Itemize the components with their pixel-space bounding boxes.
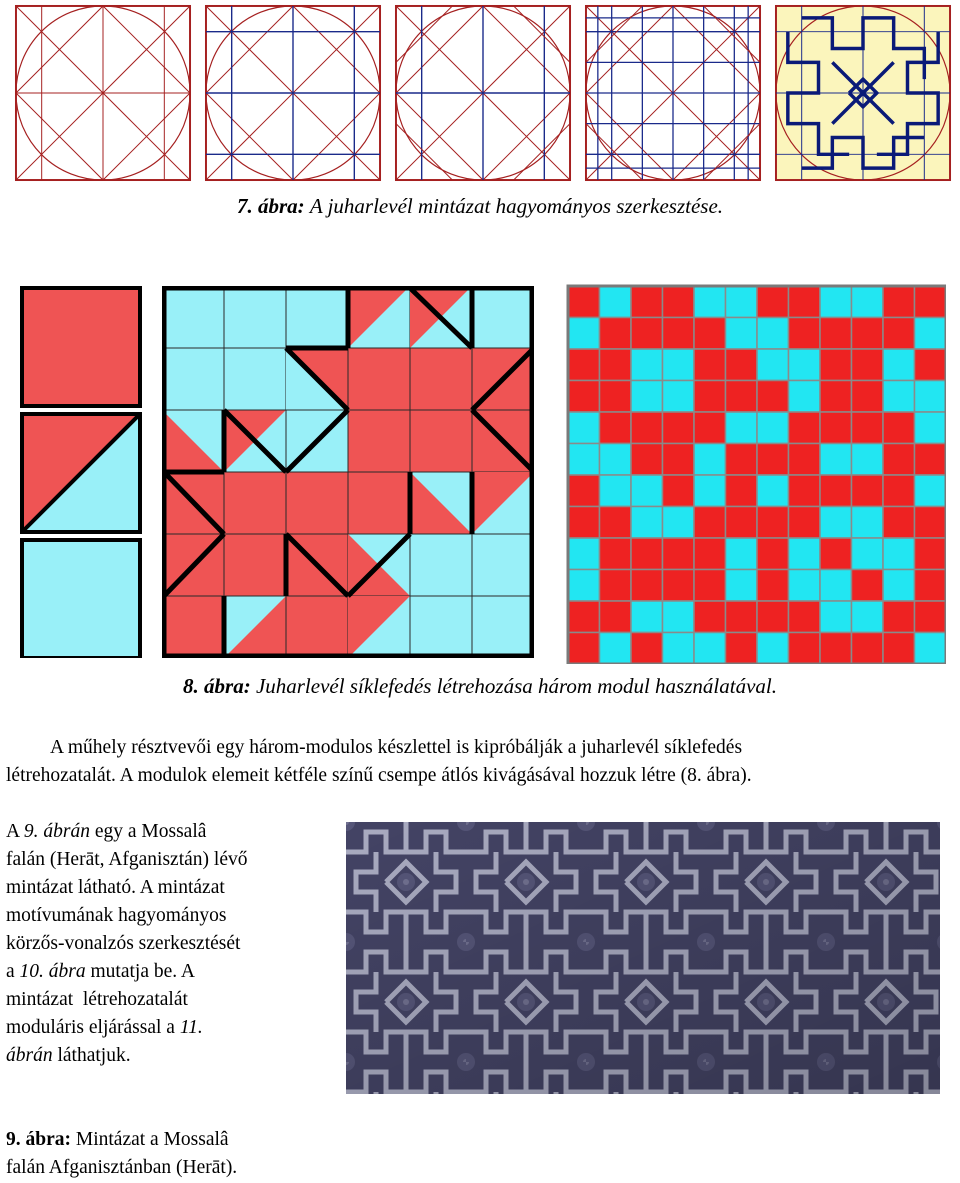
tiling-cell bbox=[883, 412, 915, 444]
tiling-cell bbox=[663, 538, 695, 570]
tiling-cell bbox=[852, 412, 884, 444]
tiling-cell bbox=[883, 318, 915, 350]
tiling-cell bbox=[757, 507, 789, 539]
tiling-cell bbox=[820, 633, 852, 665]
maple-leaf-tile bbox=[162, 286, 534, 658]
figure-ref-10: 10. ábra bbox=[19, 961, 86, 982]
tiling-cell bbox=[883, 570, 915, 602]
tiling-cell bbox=[694, 570, 726, 602]
tiling-cell bbox=[789, 570, 821, 602]
tiling-cell bbox=[789, 286, 821, 318]
tiling-cell bbox=[568, 570, 600, 602]
figure-7-caption bbox=[0, 194, 960, 218]
tiling-cell bbox=[883, 601, 915, 633]
tiling-cell bbox=[600, 507, 632, 539]
tiling-cell bbox=[663, 507, 695, 539]
tiling-cell bbox=[757, 349, 789, 381]
para2-text: a bbox=[6, 961, 20, 982]
tiling-cell bbox=[883, 475, 915, 507]
paragraph-1 bbox=[6, 734, 946, 790]
tiling-cell bbox=[726, 475, 758, 507]
tiling-cell bbox=[820, 538, 852, 570]
tiling-cell bbox=[568, 412, 600, 444]
tile-cell bbox=[286, 286, 348, 348]
module-set bbox=[20, 286, 144, 658]
tile-cell bbox=[286, 596, 348, 658]
tiling-cell bbox=[820, 475, 852, 507]
paragraph-1-line-2: létrehozatalát. A modulok elemeit kétféle színű csempe átlós kivágásával hozzuk létre (8. ábra). bbox=[6, 765, 752, 786]
tiling-cell bbox=[600, 633, 632, 665]
tiling-cell bbox=[852, 475, 884, 507]
paragraph-2 bbox=[6, 818, 331, 1070]
tiling-cell bbox=[757, 444, 789, 476]
tiling-cell bbox=[757, 570, 789, 602]
tiling-cell bbox=[915, 349, 947, 381]
figure-ref-11: 11. bbox=[179, 1017, 203, 1038]
tiling-cell bbox=[915, 381, 947, 413]
tiling-cell bbox=[820, 507, 852, 539]
tile-cell bbox=[472, 596, 534, 658]
tiling-cell bbox=[694, 349, 726, 381]
maple-leaf-tiling bbox=[566, 284, 946, 664]
tiling-cell bbox=[852, 570, 884, 602]
tiling-cell bbox=[726, 349, 758, 381]
tiling-cell bbox=[600, 412, 632, 444]
tiling-cell bbox=[789, 601, 821, 633]
tiling-cell bbox=[915, 412, 947, 444]
tiling-cell bbox=[600, 318, 632, 350]
tiling-cell bbox=[568, 381, 600, 413]
tiling-cell bbox=[631, 475, 663, 507]
tiling-cell bbox=[789, 381, 821, 413]
mosque-wall-photo bbox=[346, 822, 940, 1094]
tiling-cell bbox=[820, 570, 852, 602]
para2-text: moduláris eljárással a bbox=[6, 1017, 180, 1038]
tiling-cell bbox=[694, 381, 726, 413]
tile-cell bbox=[348, 348, 410, 410]
tiling-cell bbox=[883, 349, 915, 381]
tiling-cell bbox=[726, 570, 758, 602]
tiling-cell bbox=[663, 570, 695, 602]
tile-cell bbox=[410, 534, 472, 596]
tiling-cell bbox=[631, 633, 663, 665]
tiling-cell bbox=[915, 570, 947, 602]
tiling-cell bbox=[631, 538, 663, 570]
tiling-cell bbox=[852, 318, 884, 350]
tiling-cell bbox=[631, 601, 663, 633]
tiling-cell bbox=[883, 507, 915, 539]
tiling-cell bbox=[915, 286, 947, 318]
tiling-cell bbox=[757, 381, 789, 413]
tiling-cell bbox=[600, 475, 632, 507]
tiling-cell bbox=[568, 475, 600, 507]
tiling-cell bbox=[726, 633, 758, 665]
para2-text: mutatja be. A bbox=[85, 961, 196, 982]
tiling-cell bbox=[600, 349, 632, 381]
tile-cell bbox=[224, 348, 286, 410]
tile-cell bbox=[472, 286, 534, 348]
tiling-cell bbox=[663, 601, 695, 633]
construction-panel-2 bbox=[204, 4, 382, 182]
module-cyan-square bbox=[22, 540, 140, 658]
tiling-cell bbox=[631, 570, 663, 602]
tiling-cell bbox=[789, 349, 821, 381]
tiling-cell bbox=[757, 286, 789, 318]
tiling-cell bbox=[915, 318, 947, 350]
tiling-cell bbox=[852, 286, 884, 318]
construction-panel-3 bbox=[394, 4, 572, 182]
tiling-cell bbox=[600, 381, 632, 413]
figure-9-label: 9. ábra: bbox=[6, 1129, 71, 1150]
tiling-cell bbox=[631, 381, 663, 413]
tiling-cell bbox=[694, 507, 726, 539]
tiling-cell bbox=[694, 444, 726, 476]
tiling-cell bbox=[915, 538, 947, 570]
module-half-diagonal bbox=[22, 414, 140, 532]
tiling-cell bbox=[663, 318, 695, 350]
tiling-cell bbox=[726, 412, 758, 444]
figure-8-text: Juharlevél síklefedés létrehozása három modul használatával. bbox=[255, 674, 777, 698]
tile-cell bbox=[286, 472, 348, 534]
figure-9-text-2: falán Afganisztánban (Herāt). bbox=[6, 1157, 238, 1178]
tiling-cell bbox=[852, 381, 884, 413]
tiling-cell bbox=[726, 381, 758, 413]
tiling-cell bbox=[568, 538, 600, 570]
tiling-cell bbox=[663, 349, 695, 381]
tiling-cell bbox=[726, 286, 758, 318]
tiling-cell bbox=[663, 633, 695, 665]
tiling-cell bbox=[694, 633, 726, 665]
para2-line: motívumának hagyományos bbox=[6, 905, 227, 926]
tiling-cell bbox=[631, 444, 663, 476]
tiling-cell bbox=[820, 349, 852, 381]
tiling-cell bbox=[789, 475, 821, 507]
tiling-cell bbox=[789, 507, 821, 539]
para2-line: falán (Herāt, Afganisztán) lévő bbox=[6, 849, 248, 870]
para2-line: körzős-vonalzós szerkesztését bbox=[6, 933, 241, 954]
tiling-cell bbox=[568, 444, 600, 476]
para2-line: mintázat látható. A mintázat bbox=[6, 877, 225, 898]
tiling-cell bbox=[883, 633, 915, 665]
tiling-cell bbox=[600, 286, 632, 318]
tiling-cell bbox=[915, 633, 947, 665]
tiling-cell bbox=[789, 318, 821, 350]
figure-7-construction bbox=[14, 4, 954, 184]
construction-panel-1 bbox=[14, 4, 192, 182]
para2-text: láthatjuk. bbox=[52, 1045, 131, 1066]
tile-cell bbox=[472, 534, 534, 596]
tiling-cell bbox=[820, 412, 852, 444]
tiling-cell bbox=[568, 349, 600, 381]
tiling-cell bbox=[852, 633, 884, 665]
tiling-cell bbox=[789, 412, 821, 444]
tiling-cell bbox=[600, 570, 632, 602]
tiling-cell bbox=[883, 444, 915, 476]
tiling-cell bbox=[663, 286, 695, 318]
tiling-cell bbox=[726, 318, 758, 350]
tile-cell bbox=[162, 596, 224, 658]
tiling-cell bbox=[820, 286, 852, 318]
tile-cell bbox=[162, 348, 224, 410]
tile-cell bbox=[348, 472, 410, 534]
figure-9-text-1: Mintázat a Mossalâ bbox=[71, 1129, 229, 1150]
tiling-cell bbox=[694, 475, 726, 507]
figure-ref-11-cont: ábrán bbox=[6, 1045, 53, 1066]
tile-cell bbox=[410, 596, 472, 658]
tiling-cell bbox=[915, 507, 947, 539]
tiling-cell bbox=[789, 444, 821, 476]
figure-7-text: A juharlevél mintázat hagyományos szerkesztése. bbox=[309, 194, 724, 218]
figure-7-label: 7. ábra: bbox=[236, 194, 305, 218]
tiling-cell bbox=[694, 318, 726, 350]
tiling-cell bbox=[852, 601, 884, 633]
tiling-cell bbox=[726, 444, 758, 476]
tiling-cell bbox=[883, 286, 915, 318]
figure-8-caption bbox=[0, 674, 960, 698]
tiling-cell bbox=[726, 507, 758, 539]
tiling-cell bbox=[757, 475, 789, 507]
tiling-cell bbox=[852, 538, 884, 570]
tiling-cell bbox=[631, 507, 663, 539]
tile-cell bbox=[224, 472, 286, 534]
tiling-cell bbox=[568, 633, 600, 665]
tile-cell bbox=[162, 286, 224, 348]
tiling-cell bbox=[852, 444, 884, 476]
tiling-cell bbox=[663, 444, 695, 476]
tiling-cell bbox=[568, 286, 600, 318]
tiling-cell bbox=[883, 538, 915, 570]
tiling-cell bbox=[820, 444, 852, 476]
tiling-cell bbox=[663, 475, 695, 507]
tiling-cell bbox=[694, 412, 726, 444]
tiling-cell bbox=[631, 349, 663, 381]
tiling-cell bbox=[883, 381, 915, 413]
tiling-cell bbox=[600, 538, 632, 570]
tiling-cell bbox=[631, 318, 663, 350]
tiling-cell bbox=[726, 601, 758, 633]
tiling-cell bbox=[694, 286, 726, 318]
tiling-cell bbox=[631, 412, 663, 444]
para2-text: A bbox=[6, 821, 24, 842]
tiling-cell bbox=[726, 538, 758, 570]
tiling-cell bbox=[568, 601, 600, 633]
tiling-cell bbox=[820, 601, 852, 633]
tiling-cell bbox=[757, 412, 789, 444]
figure-8-label: 8. ábra: bbox=[183, 674, 251, 698]
tiling-cell bbox=[789, 538, 821, 570]
tile-cell bbox=[410, 410, 472, 472]
tiling-cell bbox=[757, 538, 789, 570]
tiling-cell bbox=[757, 318, 789, 350]
construction-panel-4 bbox=[584, 4, 762, 182]
tiling-cell bbox=[915, 444, 947, 476]
tiling-cell bbox=[568, 507, 600, 539]
construction-panel-5 bbox=[774, 4, 952, 182]
para2-text: egy a Mossalâ bbox=[89, 821, 207, 842]
tiling-cell bbox=[757, 601, 789, 633]
paragraph-1-line-1: A műhely résztvevői egy három-modulos készlettel is kipróbálják a juharlevél síklefedés bbox=[50, 737, 743, 758]
figure-ref-9: 9. ábrán bbox=[23, 821, 90, 842]
tiling-cell bbox=[915, 475, 947, 507]
tiling-cell bbox=[852, 507, 884, 539]
figure-8-tiling bbox=[14, 284, 954, 664]
tile-cell bbox=[410, 348, 472, 410]
tile-cell bbox=[224, 286, 286, 348]
tiling-cell bbox=[852, 349, 884, 381]
tiling-cell bbox=[789, 633, 821, 665]
tiling-cell bbox=[663, 381, 695, 413]
tiling-cell bbox=[915, 601, 947, 633]
tiling-cell bbox=[600, 444, 632, 476]
module-red-square bbox=[22, 288, 140, 406]
tiling-cell bbox=[694, 538, 726, 570]
para2-line: mintázat létrehozatalát bbox=[6, 989, 188, 1010]
tiling-cell bbox=[757, 633, 789, 665]
tile-cell bbox=[224, 534, 286, 596]
figure-9-caption bbox=[6, 1126, 237, 1182]
tiling-cell bbox=[568, 318, 600, 350]
tiling-cell bbox=[820, 381, 852, 413]
tiling-cell bbox=[663, 412, 695, 444]
tiling-cell bbox=[694, 601, 726, 633]
tiling-cell bbox=[631, 286, 663, 318]
tiling-cell bbox=[820, 318, 852, 350]
tile-cell bbox=[348, 410, 410, 472]
tiling-cell bbox=[600, 601, 632, 633]
